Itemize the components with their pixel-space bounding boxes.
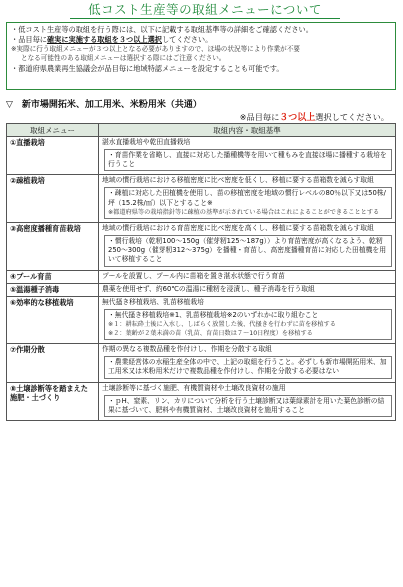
intro-note-1: ※実際に行う取組メニューが３つ以上となる必要がありますので、ほ場の状況等により作業が不要 bbox=[11, 44, 300, 53]
criteria-text: ・慣行栽培（乾籾100～150g（催芽籾125～187g））より育苗密度が高くなるよう、乾籾250～300g（催芽籾312～375g）を播種・育苗し、高密度播種育苗に対応した田植機を用いて移植すること bbox=[108, 237, 387, 264]
table-row bbox=[7, 223, 396, 271]
intro-line-2-pre: ・品目毎に bbox=[11, 34, 47, 44]
menu-content bbox=[99, 296, 396, 344]
menu-description: 無代搔き移植栽培、乳苗移植栽培 bbox=[102, 297, 204, 306]
criteria-box bbox=[104, 309, 392, 341]
table-row bbox=[7, 137, 396, 175]
menu-name: ②疎植栽培 bbox=[7, 175, 99, 223]
menu-content bbox=[99, 270, 396, 283]
section-heading: ▽ 新市場開拓米、加工用米、米粉用米（共通） bbox=[6, 100, 202, 110]
intro-line-3: ・都道府県農業再生協議会が品目毎に地域特認メニューを設定することも可能です。 bbox=[11, 64, 284, 74]
criteria-text: ・無代搔き移植栽培※1、乳苗移植栽培※2のいずれかに取り組むこと bbox=[108, 310, 319, 319]
menu-description: 農薬を使用せず、約60℃の温湯に種籾を浸漬し、種子消毒を行う取組 bbox=[102, 284, 315, 293]
menu-name: ①直播栽培 bbox=[7, 137, 99, 175]
criteria-text: ・ｐH、窒素、リン、カリについて分析を行う土壌診断又は葉緑素計を用いた葉色診断の結果に基づいて、肥料や有機質資材、土壌改良資材を施用すること bbox=[108, 396, 385, 414]
intro-line-1: ・低コスト生産等の取組を行う際には、以下に記載する取組基準等の詳細をご確認ください。 bbox=[11, 25, 313, 34]
criteria-text: ・農業経営体の水稲生産全体の中で、上記の取組を行うこと。必ずしも新市場開拓用米、加工用米又は米粉用米だけで複数品種を作付けし、作期を分散する必要はない bbox=[108, 358, 387, 376]
header-menu: 取組メニュー bbox=[7, 124, 99, 137]
intro-line-2 bbox=[11, 35, 391, 45]
menu-description: 湛水直播栽培や乾田直播栽培 bbox=[102, 138, 191, 146]
criteria-note: ※都道府県等の栽培指針等に疎植の基準が示されている場合はこれによることができることとする bbox=[108, 208, 380, 216]
table-row bbox=[7, 382, 396, 420]
page-title: 低コスト生産等の取組メニューについて bbox=[70, 2, 340, 19]
intro-box bbox=[6, 22, 396, 90]
menu-name: ⑦作期分散 bbox=[7, 344, 99, 382]
criteria-text: ・疎植に対応した田植機を使用し、苗の移植密度を地域の慣行レベルの80％以下又は50株/坪（15.2株/㎡）以下とすること※ bbox=[108, 189, 386, 207]
selection-note-post: 選択してください。 bbox=[315, 112, 389, 122]
menu-name: ④プール育苗 bbox=[7, 270, 99, 283]
intro-line-2-post: してください。 bbox=[161, 34, 213, 44]
table-row bbox=[7, 344, 396, 382]
criteria-box bbox=[104, 149, 392, 171]
menu-content bbox=[99, 382, 396, 420]
intro-line-2-emphasis: 確実に実施する取組を３つ以上選択 bbox=[46, 34, 162, 44]
menu-name: ⑤温湯種子消毒 bbox=[7, 283, 99, 296]
selection-note bbox=[240, 110, 389, 123]
menu-description: プールを設置し、プール内に苗箱を置き湛水状態で行う育苗 bbox=[102, 271, 285, 280]
menu-content bbox=[99, 223, 396, 271]
criteria-box bbox=[104, 395, 392, 417]
menu-description: 地域の慣行栽培における移植密度に比べ密度を低くし、移植に要する苗箱数を減らす取組 bbox=[102, 176, 374, 185]
table-row bbox=[7, 175, 396, 223]
selection-note-highlight: ３つ以上 bbox=[279, 113, 316, 123]
menu-name: ③高密度播種育苗栽培 bbox=[7, 223, 99, 271]
menu-description: 作期の異なる複数品種を作付けし、作期を分散する取組 bbox=[102, 345, 272, 354]
criteria-text: ・育苗作業を省略し、直接に対応した播種機等を用いて種もみを直接ほ場に播種する栽培を行うこと bbox=[108, 151, 387, 169]
selection-note-pre: ※品目毎に bbox=[239, 112, 280, 122]
menu-description: 地域の慣行栽培における育苗密度に比べ密度を高くし、移植に要する苗箱数を減らす取組 bbox=[102, 224, 374, 233]
table-row bbox=[7, 296, 396, 344]
table-row bbox=[7, 283, 396, 296]
criteria-box bbox=[104, 356, 392, 378]
menu-content bbox=[99, 175, 396, 223]
criteria-note: ※１：耕耘砕土後に入水し、しばらく放置した後、代搔きを行わずに苗を移植する bbox=[108, 320, 336, 328]
criteria-box bbox=[104, 187, 392, 219]
menu-content bbox=[99, 137, 396, 175]
table-header-row bbox=[7, 124, 396, 137]
criteria-box bbox=[104, 235, 392, 267]
intro-note-2: となる可能性のある取組メニューは選択する際にはご注意ください。 bbox=[21, 54, 226, 63]
header-content: 取組内容・取組基準 bbox=[99, 124, 396, 137]
table-row bbox=[7, 270, 396, 283]
menu-name: ⑥効率的な移植栽培 bbox=[7, 296, 99, 344]
menu-description: 土壌診断等に基づく施肥、有機質資材や土壌改良資材の施用 bbox=[102, 383, 286, 392]
criteria-note: ※２：葉齢が２葉未満の苗（乳苗、育苗日数は７～10日程度）を移植する bbox=[108, 330, 313, 338]
menu-content bbox=[99, 344, 396, 382]
menu-name: ⑧土壌診断等を踏まえた施肥・土づくり bbox=[7, 382, 99, 420]
menu-table bbox=[6, 123, 396, 421]
menu-content bbox=[99, 283, 396, 296]
